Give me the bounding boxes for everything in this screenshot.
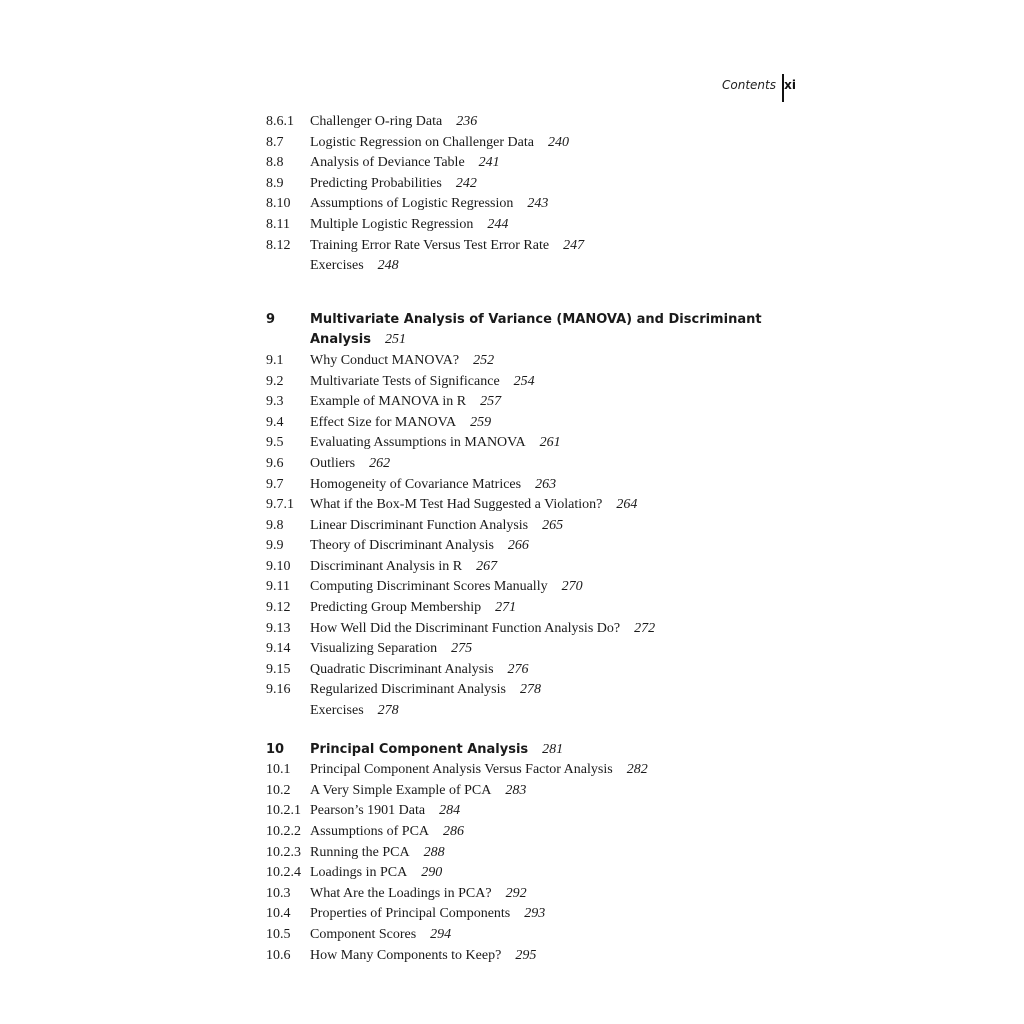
page-number: xi <box>784 78 796 92</box>
section-page-number: 295 <box>515 947 537 963</box>
section-page-number: 236 <box>456 114 478 129</box>
chapter-number: 10 <box>266 741 285 757</box>
section-title: Example of MANOVA in R <box>310 394 467 410</box>
section-number: 8.7 <box>266 134 284 150</box>
section-number <box>266 256 310 277</box>
toc-entry[interactable] <box>266 372 786 393</box>
section-number: 9.16 <box>266 682 291 698</box>
section-page-number: 244 <box>487 216 509 232</box>
section-title: A Very Simple Example of PCA <box>310 782 492 798</box>
section-title: Exercises <box>310 703 364 719</box>
section-page-number: 252 <box>473 352 495 368</box>
section-title: Analysis of Deviance Table <box>310 155 465 171</box>
toc-entry[interactable] <box>266 619 786 640</box>
section-page-number: 284 <box>439 803 461 819</box>
section-title: Loadings in PCA <box>310 865 408 881</box>
section-page-number: 248 <box>377 258 399 274</box>
chapter-title-continued: Analysis <box>310 332 371 348</box>
section-page-number: 283 <box>505 782 527 798</box>
section-title: Regularized Discriminant Analysis <box>310 682 506 698</box>
section-number: 8.11 <box>266 216 290 232</box>
toc-entry[interactable] <box>266 781 786 802</box>
section-title: Discriminant Analysis in R <box>310 558 463 574</box>
section-title: Pearson’s 1901 Data <box>310 803 426 819</box>
section-title: Multiple Logistic Regression <box>310 216 474 232</box>
toc-entry[interactable] <box>266 577 786 598</box>
toc-entry[interactable] <box>266 884 786 905</box>
chapter-page-number: 251 <box>384 332 406 348</box>
chapter-page-number: 281 <box>542 741 564 757</box>
section-page-number: 257 <box>480 394 502 410</box>
toc-entry[interactable] <box>266 351 786 372</box>
toc-entry[interactable] <box>266 598 786 619</box>
section-page-number: 276 <box>507 661 529 677</box>
toc-entry[interactable] <box>266 133 786 154</box>
section-title: Component Scores <box>310 926 417 942</box>
toc-entry[interactable] <box>266 256 786 277</box>
section-page-number: 259 <box>470 414 492 430</box>
toc-entry[interactable] <box>266 557 786 578</box>
section-number: 9.1 <box>266 352 284 368</box>
toc-entry[interactable] <box>266 760 786 781</box>
table-of-contents <box>266 112 786 966</box>
section-gap <box>266 277 786 310</box>
section-number: 9.7 <box>266 476 284 492</box>
toc-entry[interactable] <box>266 495 786 516</box>
toc-entry[interactable] <box>266 925 786 946</box>
section-number: 9.2 <box>266 373 284 389</box>
section-number: 10.2.2 <box>266 824 301 839</box>
section-number: 8.9 <box>266 175 284 191</box>
section-page-number: 266 <box>507 538 529 554</box>
section-page-number: 286 <box>443 824 465 839</box>
section-title: Homogeneity of Covariance Matrices <box>310 476 522 492</box>
running-head-label: Contents <box>722 78 776 92</box>
toc-entry[interactable] <box>266 153 786 174</box>
section-page-number: 261 <box>539 435 561 451</box>
section-title: Properties of Principal Components <box>310 906 511 922</box>
section-number: 9.4 <box>266 414 284 430</box>
section-page-number: 290 <box>421 865 443 881</box>
section-number: 8.6.1 <box>266 114 294 129</box>
section-number: 9.11 <box>266 579 290 595</box>
section-title: What if the Box-M Test Had Suggested a Violation? <box>310 497 603 513</box>
toc-entry[interactable] <box>266 822 786 843</box>
section-number: 10.6 <box>266 947 291 963</box>
section-number: 8.10 <box>266 196 291 212</box>
section-number: 9.3 <box>266 394 284 410</box>
toc-entry[interactable] <box>266 536 786 557</box>
section-number: 8.8 <box>266 155 284 171</box>
section-page-number: 271 <box>495 600 517 616</box>
section-title: Predicting Probabilities <box>310 175 442 191</box>
section-page-number: 270 <box>561 579 583 595</box>
section-title: Visualizing Separation <box>310 641 438 657</box>
toc-chapter-heading[interactable] <box>266 740 786 761</box>
section-number: 10.2.4 <box>266 865 301 881</box>
toc-chapter-heading-continued[interactable] <box>266 330 786 351</box>
section-page-number: 272 <box>634 620 656 636</box>
toc-entry[interactable] <box>266 236 786 257</box>
section-number: 9.15 <box>266 661 291 677</box>
section-page-number: 292 <box>505 885 527 901</box>
toc-entry[interactable] <box>266 660 786 681</box>
section-page-number: 262 <box>369 455 391 471</box>
section-title: Outliers <box>310 455 356 471</box>
section-title: What Are the Loadings in PCA? <box>310 885 492 901</box>
toc-entry[interactable] <box>266 516 786 537</box>
section-page-number: 265 <box>542 517 564 533</box>
toc-entry[interactable] <box>266 946 786 967</box>
section-title: Assumptions of Logistic Regression <box>310 196 514 212</box>
section-page-number: 278 <box>377 703 399 719</box>
section-number: 10.2.1 <box>266 803 301 819</box>
section-number: 10.3 <box>266 885 291 901</box>
toc-entry[interactable] <box>266 392 786 413</box>
section-title: Computing Discriminant Scores Manually <box>310 579 548 595</box>
section-number: 9.14 <box>266 641 291 657</box>
section-title: Logistic Regression on Challenger Data <box>310 134 534 150</box>
section-title: Linear Discriminant Function Analysis <box>310 517 529 533</box>
toc-entry[interactable] <box>266 215 786 236</box>
chapter-number: 9 <box>266 311 276 327</box>
section-title: Multivariate Tests of Significance <box>310 373 500 389</box>
toc-entry[interactable] <box>266 863 786 884</box>
toc-entry[interactable] <box>266 475 786 496</box>
section-gap <box>266 722 786 740</box>
section-page-number: 294 <box>430 926 452 942</box>
section-page-number: 275 <box>451 641 473 657</box>
section-number <box>266 701 310 722</box>
section-number: 9.8 <box>266 517 284 533</box>
section-title: Assumptions of PCA <box>310 824 430 839</box>
section-title: Effect Size for MANOVA <box>310 414 457 430</box>
toc-entry[interactable] <box>266 454 786 475</box>
section-title: Exercises <box>310 258 364 274</box>
toc-entry[interactable] <box>266 639 786 660</box>
section-title: Running the PCA <box>310 844 410 860</box>
section-number: 9.12 <box>266 600 291 616</box>
section-number: 9.13 <box>266 620 291 636</box>
section-title: How Well Did the Discriminant Function Analysis Do? <box>310 620 621 636</box>
section-title: Principal Component Analysis Versus Factor Analysis <box>310 762 613 778</box>
section-page-number: 288 <box>423 844 445 860</box>
section-page-number: 247 <box>563 237 585 253</box>
section-number: 9.9 <box>266 538 284 554</box>
section-number: 10.5 <box>266 926 291 942</box>
section-number: 9.6 <box>266 455 284 471</box>
toc-entry[interactable] <box>266 843 786 864</box>
section-page-number: 242 <box>455 175 477 191</box>
section-title: Predicting Group Membership <box>310 600 482 616</box>
section-number: 10.2 <box>266 782 291 798</box>
section-number: 9.10 <box>266 558 291 574</box>
section-page-number: 267 <box>476 558 498 574</box>
toc-entry[interactable] <box>266 112 786 133</box>
section-title: How Many Components to Keep? <box>310 947 502 963</box>
section-page-number: 240 <box>547 134 569 150</box>
section-number: 10.1 <box>266 762 291 778</box>
chapter-title: Multivariate Analysis of Variance (MANOVA) and Discriminant <box>310 311 762 327</box>
section-number: 9.7.1 <box>266 497 294 513</box>
section-number: 10.4 <box>266 906 291 922</box>
toc-entry[interactable] <box>266 904 786 925</box>
section-page-number: 278 <box>519 682 541 698</box>
section-page-number: 282 <box>626 762 648 778</box>
toc-entry[interactable] <box>266 701 786 722</box>
section-title: Challenger O-ring Data <box>310 114 443 129</box>
chapter-title: Principal Component Analysis <box>310 741 529 757</box>
toc-chapter-heading[interactable] <box>266 310 786 331</box>
toc-entry[interactable] <box>266 801 786 822</box>
section-title: Training Error Rate Versus Test Error Rate <box>310 237 550 253</box>
section-page-number: 254 <box>513 373 535 389</box>
toc-entry[interactable] <box>266 413 786 434</box>
running-head <box>700 74 810 104</box>
section-title: Why Conduct MANOVA? <box>310 352 460 368</box>
toc-entry[interactable] <box>266 194 786 215</box>
toc-entry[interactable] <box>266 680 786 701</box>
section-number: 8.12 <box>266 237 291 253</box>
section-number: 9.5 <box>266 435 284 451</box>
toc-entry[interactable] <box>266 433 786 454</box>
section-page-number: 243 <box>527 196 549 212</box>
section-page-number: 241 <box>478 155 500 171</box>
section-title: Theory of Discriminant Analysis <box>310 538 494 554</box>
section-page-number: 264 <box>616 497 638 513</box>
section-title: Quadratic Discriminant Analysis <box>310 661 494 677</box>
section-title: Evaluating Assumptions in MANOVA <box>310 435 526 451</box>
section-number: 10.2.3 <box>266 844 301 860</box>
section-page-number: 293 <box>524 906 546 922</box>
toc-entry[interactable] <box>266 174 786 195</box>
section-page-number: 263 <box>535 476 557 492</box>
